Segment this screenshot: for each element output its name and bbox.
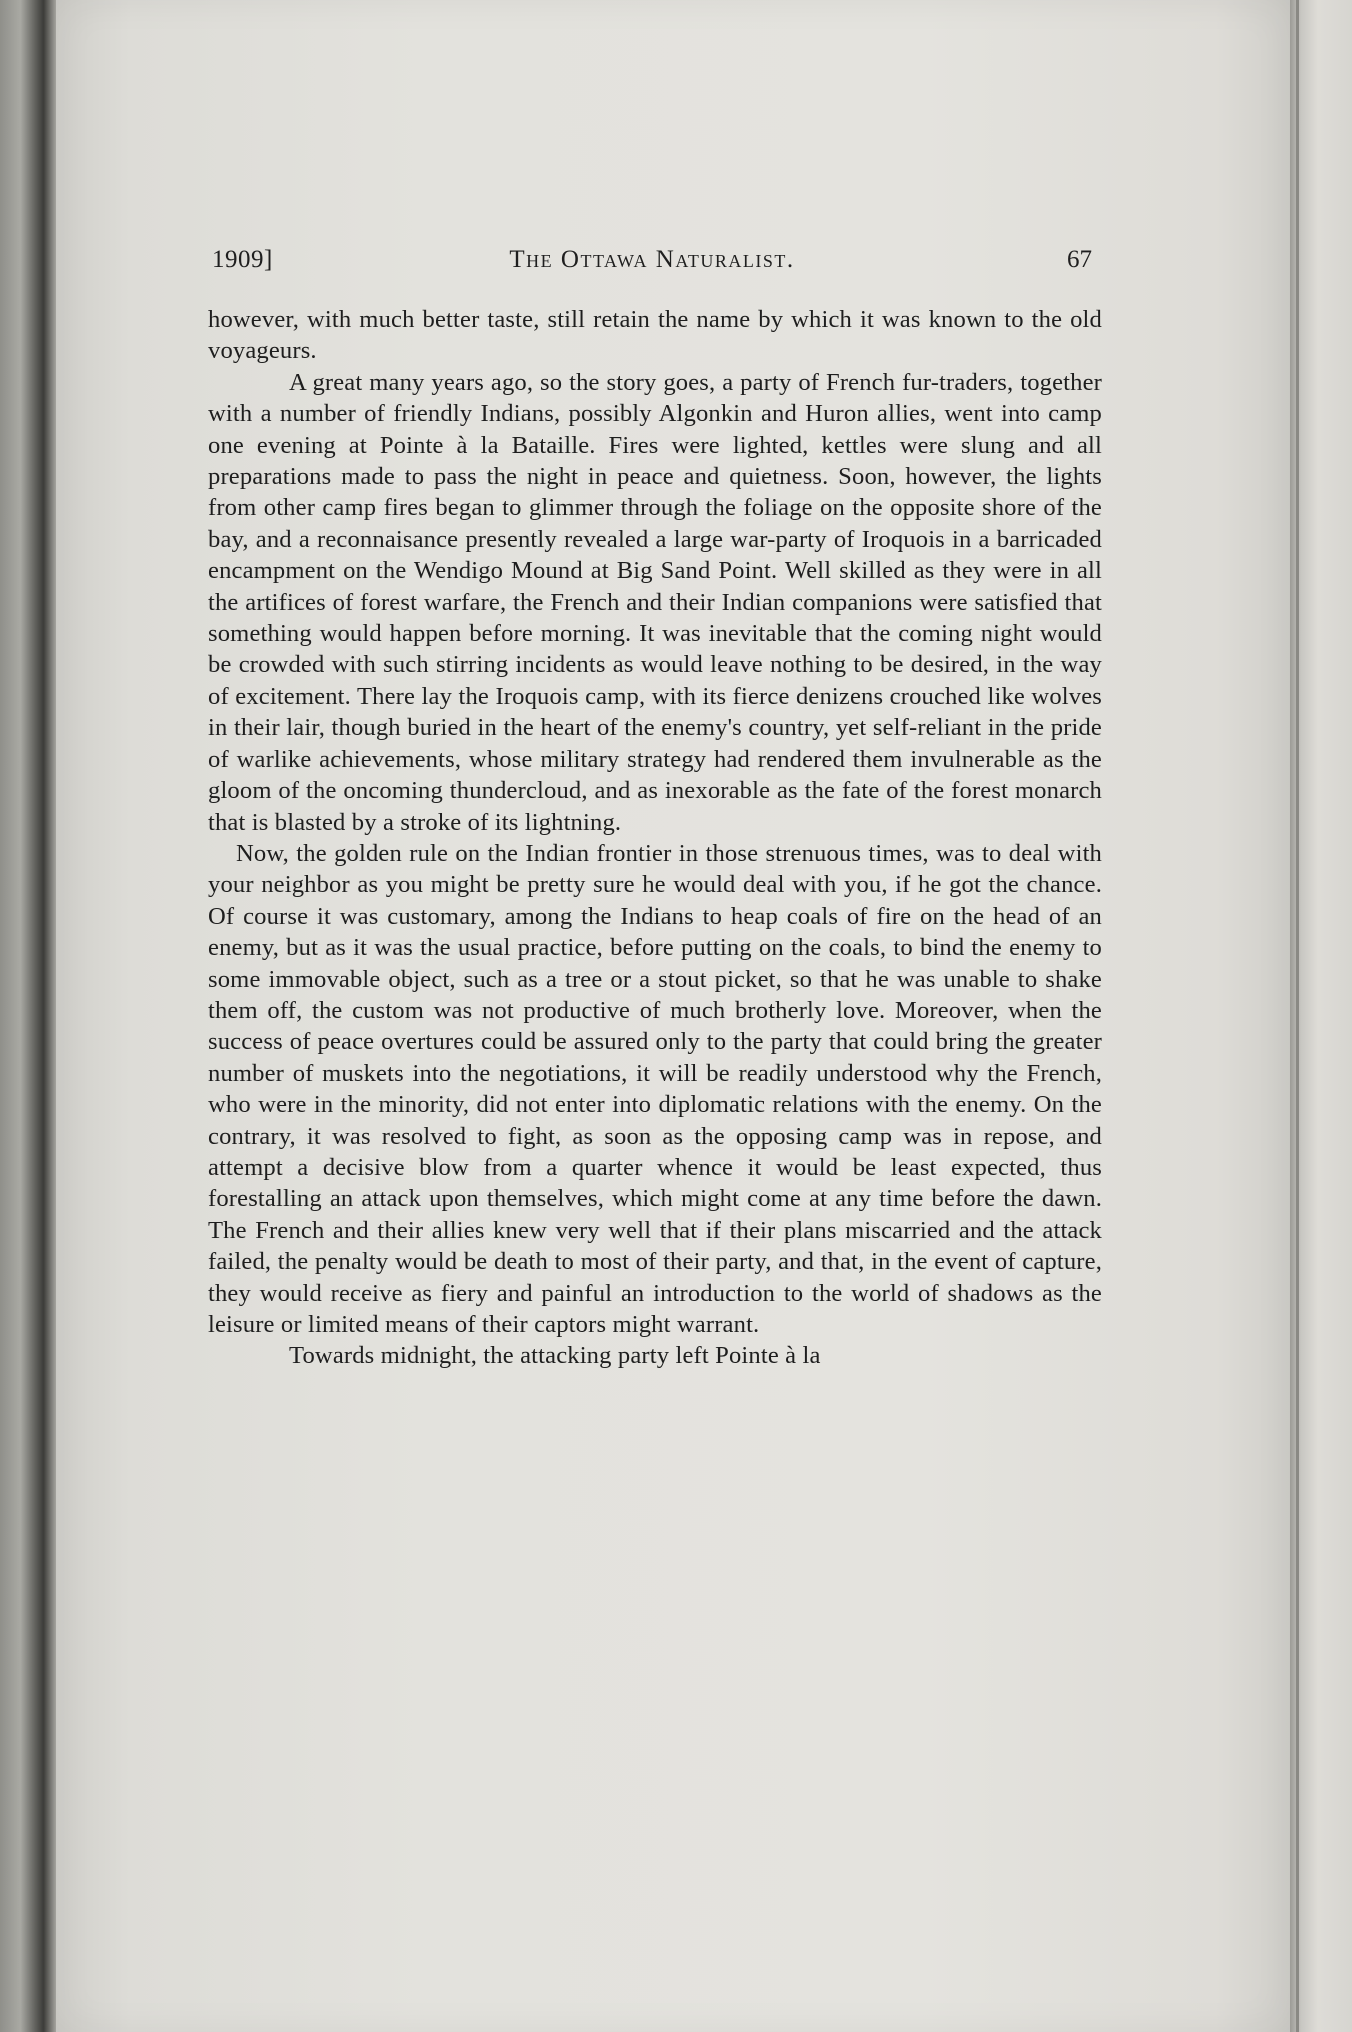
article-body xyxy=(208,304,1102,1372)
paragraph: Now, the golden rule on the Indian frontier in those strenuous times, was to deal with your neighbor as you might be pretty sure he would deal with you, if he got the chance. Of course it was customary, among the Indians to heap coals of fire on the head of an enemy, but as it was the usual practice, before putting on the coals, to bind the enemy to some immovable object, such as a tree or a stout picket, so that he was unable to shake them off, the custom was not productive of much brotherly love. Moreover, when the success of peace overtures could be assured only to the party that could bring the greater number of muskets into the negotiations, it will be readily understood why the French, who were in the minority, did not enter into diplomatic relations with the enemy. On the contrary, it was resolved to fight, as soon as the opposing camp was in repose, and attempt a decisive blow from a quarter whence it would be least expected, thus forestalling an attack upon themselves, which might come at any time before the dawn. The French and their allies knew very well that if their plans miscarried and the attack failed, the penalty would be death to most of their party, and that, in the event of capture, they would receive as fiery and painful an introduction to the world of shadows as the leisure or limited means of their captors might warrant. xyxy=(208,839,1102,1338)
page-number: 67 xyxy=(1067,246,1092,273)
page-edge-line xyxy=(1296,0,1299,2032)
paragraph: Towards midnight, the attacking party left Pointe à la xyxy=(289,1342,821,1370)
header-journal-title: The Ottawa Naturalist. xyxy=(509,246,795,273)
book-binding-gutter xyxy=(0,0,58,2032)
paragraph-continued: however, with much better taste, still retain the name by which it was known to the old voyageurs. xyxy=(208,306,1102,365)
running-header xyxy=(212,246,1092,286)
header-year: 1909] xyxy=(212,246,273,273)
page-edge-right xyxy=(1290,0,1352,2032)
paragraph: A great many years ago, so the story goes, a party of French fur-traders, together with a number of friendly Indians, possibly Algonkin and Huron allies, went into camp one evening at Pointe à la Bataille. Fires were lighted, kettles were slung and all preparations made to pass the night in peace and quietness. Soon, however, the lights from other camp fires began to glimmer through the foliage on the opposite shore of the bay, and a reconnaisance presently revealed a large war-party of Iroquois in a barricaded encampment on the Wendigo Mound at Big Sand Point. Well skilled as they were in all the artifices of forest warfare, the French and their Indian companions were satisfied that something would happen before morning. It was inevitable that the coming night would be crowded with such stirring incidents as would leave nothing to be desired, in the way of excitement. There lay the Iroquois camp, with its fierce denizens crouched like wolves in their lair, though buried in the heart of the enemy's country, yet self-reliant in the pride of warlike achievements, whose military strategy had rendered them invulnerable as the gloom of the oncoming thundercloud, and as inexorable as the fate of the forest monarch that is blasted by a stroke of its lightning. xyxy=(208,368,1102,836)
